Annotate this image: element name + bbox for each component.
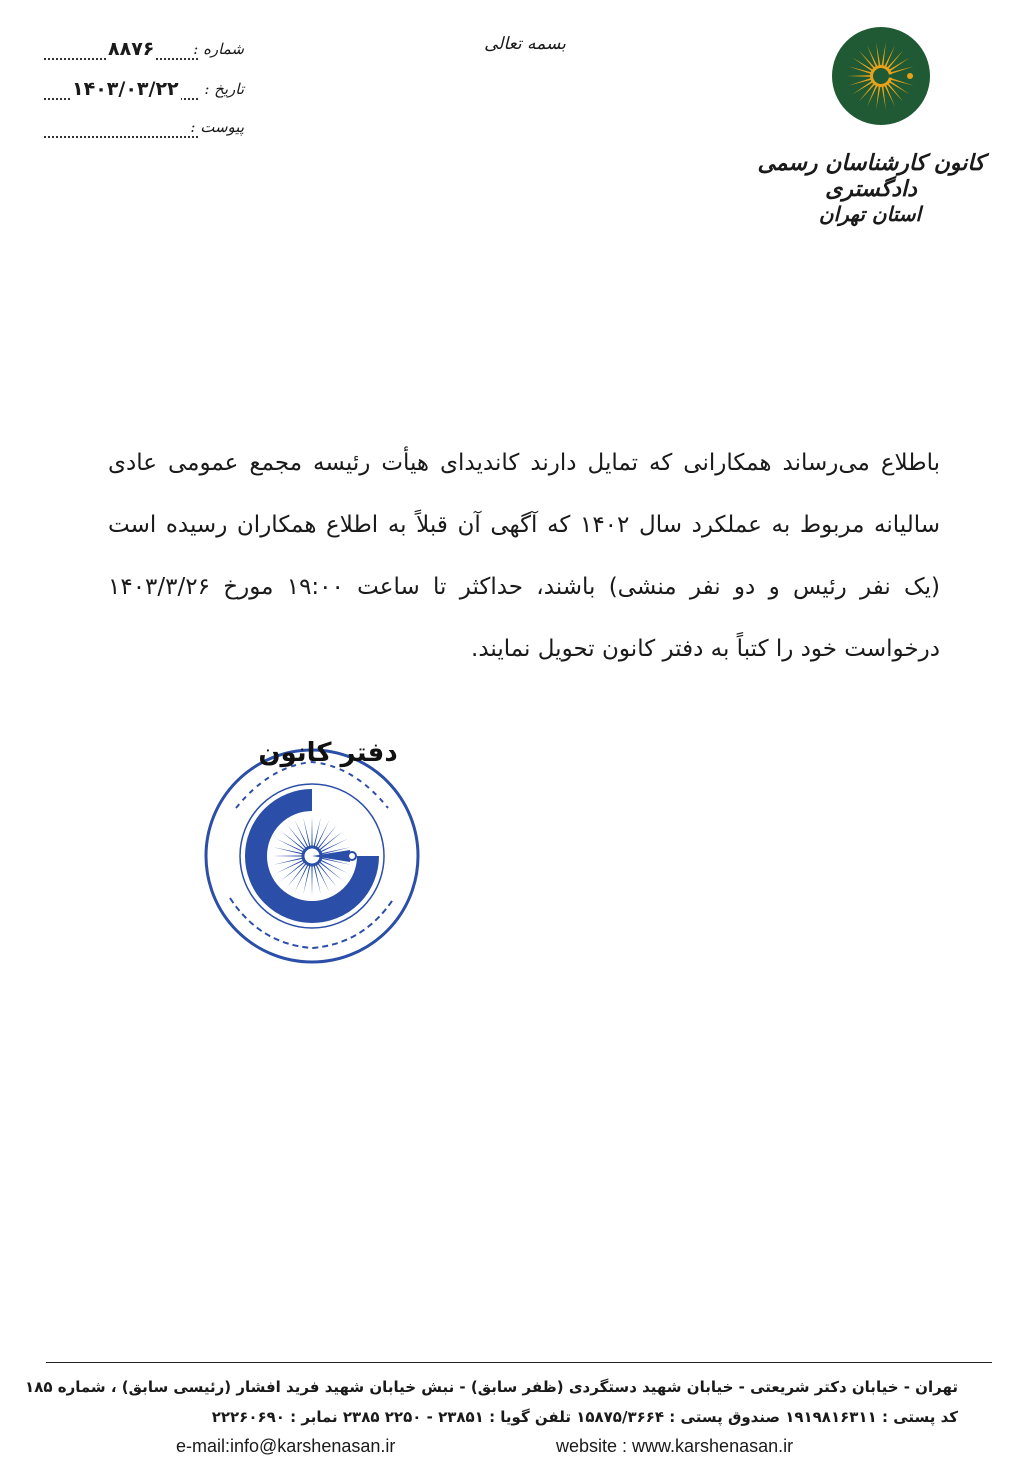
organization-logo: [831, 26, 931, 126]
letter-date-value: ۱۴۰۳/۰۳/۲۲: [72, 78, 179, 100]
letter-date-label: تاریخ :: [204, 80, 244, 98]
stamp-overprint-text: دفتر کانون: [258, 738, 398, 768]
letter-number-label: شماره :: [193, 40, 244, 58]
announcement-paragraph: باطلاع می‌رساند همکارانی که تمایل دارند کاندیدای هیأت رئیسه مجمع عمومی عادی سالیانه مربوط به عملکرد سال ۱۴۰۲ که آگهی آن قبلاً به اطلاع همکاران رسیده است (یک نفر رئیس و دو نفر منشی) باشند، حداکثر تا ساعت ۱۹:۰۰ مورخ ۱۴۰۳/۳/۲۶ درخواست خود را کتباً به دفتر کانون تحویل نمایند.: [108, 450, 940, 662]
organization-name: کانون کارشناسان رسمی دادگستری: [757, 150, 985, 202]
footer-divider: [46, 1362, 992, 1363]
letter-attachment-dotted-line: [44, 136, 198, 138]
letter-number-value: ۸۸۷۶: [108, 38, 155, 60]
letter-attachment-field: [44, 118, 244, 144]
footer-website[interactable]: website : www.karshenasan.ir: [556, 1436, 794, 1456]
bismillah-heading: بسمه تعالی: [484, 34, 566, 54]
footer-email[interactable]: e-mail:info@karshenasan.ir: [176, 1436, 396, 1456]
letter-attachment-label: پیوست :: [190, 118, 244, 136]
footer-contacts: کد پستی : ۱۹۱۹۸۱۶۳۱۱ صندوق پستی : ۱۵۸۷۵/۳۶۶۴ تلفن گویا : ۲۳۸۵۱ - ۲۲۵۰ ۲۳۸۵ نمابر : ۲۲۲۶۰۶۹۰: [211, 1408, 958, 1426]
organization-province: استان تهران: [818, 202, 922, 226]
footer-address: تهران - خیابان دکتر شریعتی - خیابان شهید دستگردی (ظفر سابق) - نبش خیابان شهید فرید افشار (رئیسی سابق) ، شماره ۱۸۵: [25, 1378, 958, 1396]
letter-number-field: [44, 40, 244, 66]
official-stamp: [200, 738, 430, 968]
letter-date-field: [44, 80, 244, 106]
